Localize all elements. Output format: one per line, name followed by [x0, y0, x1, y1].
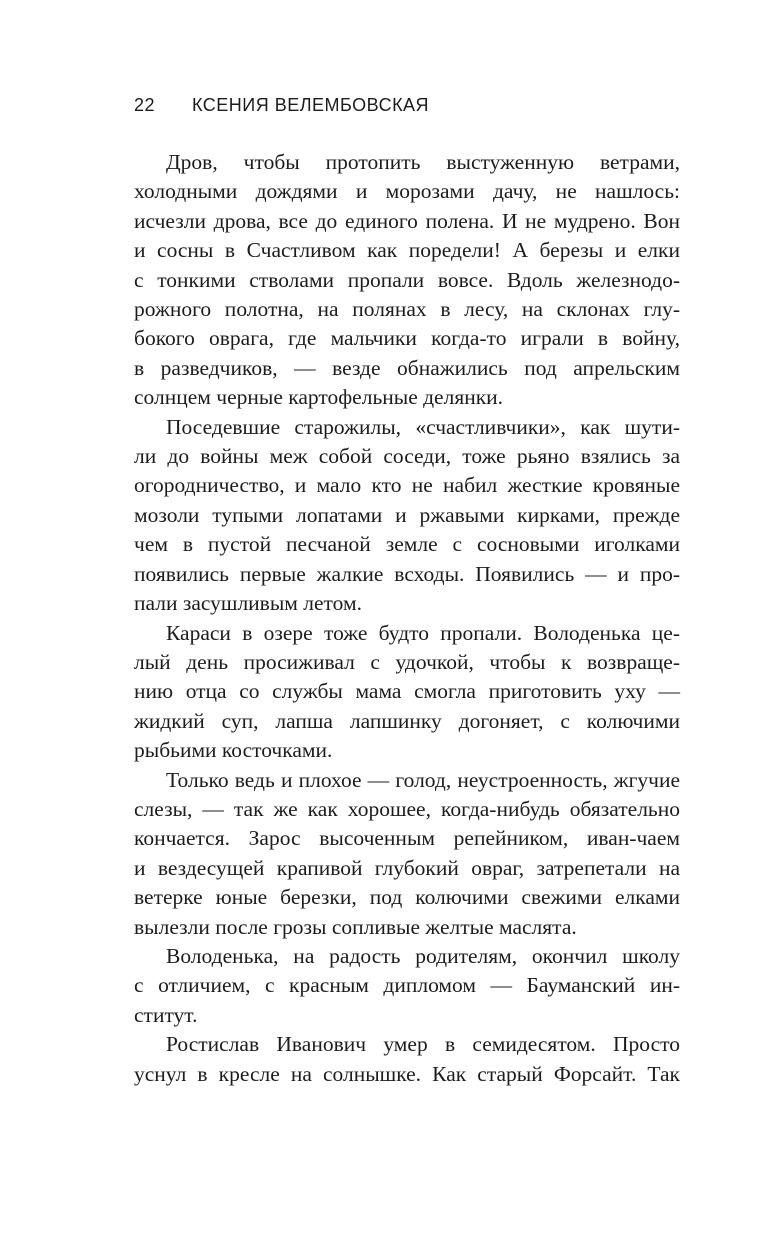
text-line: лый день просиживал с удочкой, чтобы к возвраще-: [134, 649, 680, 674]
text-line: кончается. Зарос высоченным репейником, иван-чаем: [134, 826, 680, 851]
paragraph: [134, 413, 680, 619]
paragraph: [134, 942, 680, 1030]
paragraph: [134, 1030, 680, 1089]
text-line: Ростислав Иванович умер в семидесятом. Просто: [166, 1032, 680, 1057]
text-line: исчезли дрова, все до единого полена. И не мудрено. Вон: [134, 208, 680, 233]
text-line: Володенька, на радость родителям, окончил школу: [166, 943, 680, 968]
text-line: и вездесущей крапивой глубокий овраг, затрепетали на: [134, 855, 680, 880]
text-line: рыбьими косточками.: [134, 738, 333, 763]
text-line: Поседевшие старожилы, «счастливчики», как шути-: [166, 414, 680, 439]
text-line: пали засушливым летом.: [134, 591, 362, 616]
text-line: вылезли после грозы сопливые желтые маслята.: [134, 914, 577, 939]
text-line: холодными дождями и морозами дачу, не нашлось:: [134, 179, 680, 204]
paragraph: [134, 766, 680, 942]
text-line: рожного полотна, на полянах в лесу, на склонах глу-: [134, 297, 680, 322]
text-line: чем в пустой песчаной земле с сосновыми иголками: [134, 532, 680, 557]
text-line: солнцем черные картофельные делянки.: [134, 385, 504, 410]
text-line: в разведчиков, — везде обнажились под апрельским: [134, 355, 680, 380]
author-name: КСЕНИЯ ВЕЛЕМБОВСКАЯ: [192, 95, 430, 115]
text-line: жидкий суп, лапша лапшинку догоняет, с колючими: [134, 708, 680, 733]
page-number: 22: [134, 95, 156, 115]
text-line: слезы, — так же как хорошее, когда-нибудь обязательно: [134, 796, 680, 821]
paragraph: [134, 148, 680, 413]
text-line: ветерке юные березки, под колючими свежими елками: [134, 885, 680, 910]
text-line: мозоли тупыми лопатами и ржавыми кирками, прежде: [134, 502, 680, 527]
text-line: с отличием, с красным дипломом — Бауманский ин-: [134, 973, 680, 998]
text-line: ститут.: [134, 1002, 198, 1027]
text-line: огородничество, и мало кто не набил жесткие кровяные: [134, 473, 680, 498]
text-line: Только ведь и плохое — голод, неустроенность, жгучие: [166, 767, 680, 792]
text-line: Дров, чтобы протопить выстуженную ветрами,: [166, 150, 680, 174]
body-text: [134, 148, 680, 1089]
text-line: Караси в озере тоже будто пропали. Володенька це-: [166, 620, 680, 645]
text-line: и сосны в Счастливом как поредели! А березы и елки: [134, 238, 680, 263]
paragraph: [134, 619, 680, 766]
text-line: появились первые жалкие всходы. Появились — и про-: [134, 561, 680, 586]
running-head: [134, 91, 678, 119]
text-line: с тонкими стволами пропали вовсе. Вдоль железнодо-: [134, 267, 680, 292]
text-line: уснул в кресле на солнышке. Как старый Форсайт. Так: [134, 1061, 680, 1086]
text-line: бокого оврага, где мальчики когда-то играли в войну,: [134, 326, 680, 351]
text-line: нию отца со службы мама смогла приготовить уху —: [134, 679, 680, 704]
text-line: ли до войны меж собой соседи, тоже рьяно взялись за: [134, 444, 680, 469]
